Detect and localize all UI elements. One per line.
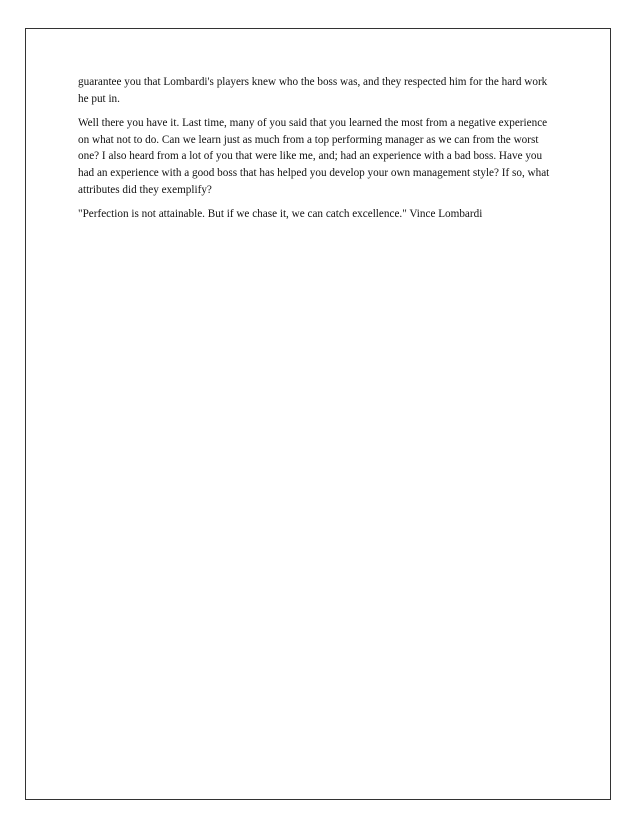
- document-body: [78, 74, 558, 231]
- paragraph-continuation: guarantee you that Lombardi's players knew who the boss was, and they respected him for the hard work he put in.: [78, 76, 548, 105]
- paragraph-discussion: Well there you have it. Last time, many of you said that you learned the most from a negative experience on what not to do. Can we learn just as much from a top performing manager as we can from the worst one? I also heard from a lot of you that were like me, and; had an experience with a bad boss. Have you had an experience with a good boss that has helped you develop your own management style? If so, what attributes did they exemplify?: [78, 117, 550, 196]
- paragraph-quote: "Perfection is not attainable. But if we chase it, we can catch excellence." Vince Lombardi: [78, 208, 483, 221]
